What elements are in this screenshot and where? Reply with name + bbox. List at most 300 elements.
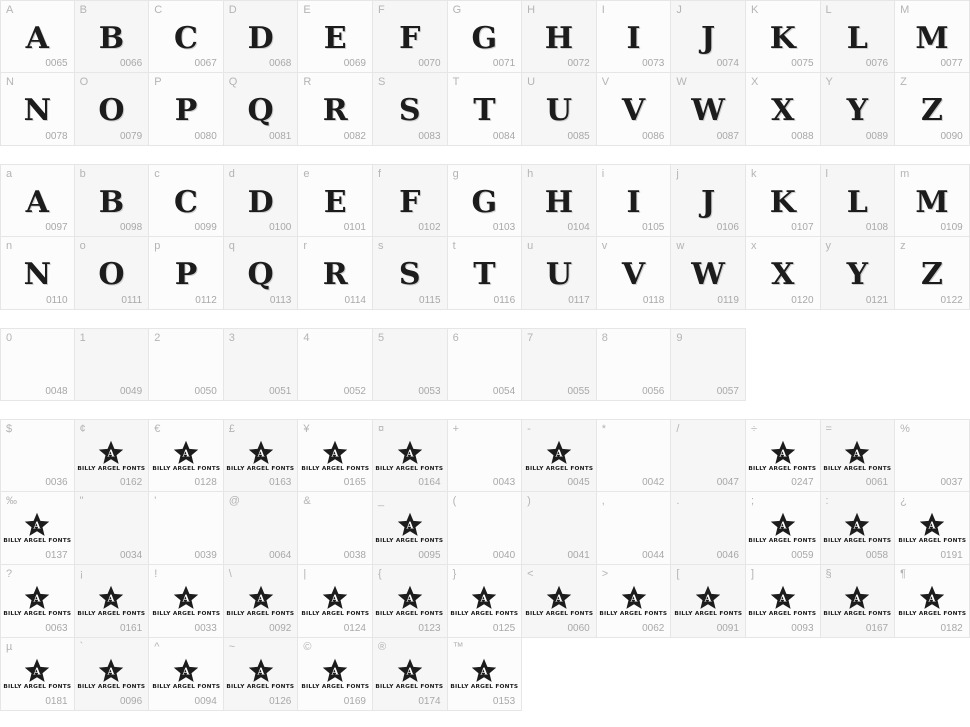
star-icon bbox=[844, 585, 870, 610]
glyph-cell[interactable] bbox=[597, 419, 672, 492]
glyph-cell[interactable] bbox=[448, 638, 523, 711]
glyph-cell[interactable] bbox=[373, 73, 448, 146]
glyph-cell[interactable] bbox=[75, 492, 150, 565]
svg-text:A: A bbox=[555, 449, 563, 460]
svg-text:A: A bbox=[630, 594, 638, 605]
glyph-char-label: ) bbox=[527, 495, 531, 507]
glyph-preview bbox=[821, 89, 895, 133]
glyph-preview bbox=[149, 89, 223, 133]
glyph-char-label: > bbox=[601, 568, 609, 580]
glyph-cell[interactable] bbox=[0, 328, 75, 401]
glyph-char-label: T bbox=[452, 76, 460, 88]
glyph-char-label: 7 bbox=[527, 332, 534, 344]
glyph-cell[interactable] bbox=[746, 565, 821, 638]
glyph-cell[interactable] bbox=[597, 492, 672, 565]
star-logo-glyph bbox=[897, 512, 966, 544]
logo-text: BILLY ARGEL FONTS bbox=[897, 538, 966, 544]
glyph-char-label: A bbox=[6, 4, 14, 16]
group-spacer bbox=[0, 146, 970, 164]
glyph-cell[interactable] bbox=[0, 164, 75, 237]
glyph-char-label: y bbox=[825, 240, 832, 252]
glyph-char-label: 0 bbox=[6, 332, 13, 344]
glyph-code-label: 0096 bbox=[119, 696, 143, 707]
svg-text:A: A bbox=[331, 594, 339, 605]
glyph-cell[interactable] bbox=[298, 492, 373, 565]
glyph-cell[interactable] bbox=[149, 565, 224, 638]
glyph-cell[interactable] bbox=[0, 565, 75, 638]
glyph-cell[interactable] bbox=[448, 419, 523, 492]
glyph-code-label: 0097 bbox=[45, 222, 68, 233]
glyph-cell[interactable] bbox=[746, 164, 821, 237]
glyph-preview bbox=[597, 17, 671, 61]
glyph-letter: Y bbox=[846, 257, 869, 292]
star-icon bbox=[98, 658, 124, 683]
star-logo-glyph bbox=[79, 658, 144, 690]
glyph-cell[interactable] bbox=[671, 328, 746, 401]
glyph-code-label: 0051 bbox=[269, 386, 292, 397]
glyph-cell[interactable] bbox=[821, 419, 896, 492]
glyph-letter: B bbox=[98, 21, 125, 56]
glyph-preview bbox=[224, 89, 298, 133]
glyph-letter: V bbox=[621, 93, 646, 128]
glyph-cell[interactable] bbox=[149, 164, 224, 237]
glyph-letter: Z bbox=[920, 257, 943, 292]
glyph-group-symbols-punctuation bbox=[0, 419, 970, 711]
glyph-code-label: 0174 bbox=[418, 696, 441, 707]
glyph-cell[interactable] bbox=[224, 638, 299, 711]
svg-text:A: A bbox=[107, 667, 115, 678]
glyph-cell[interactable] bbox=[671, 0, 746, 73]
glyph-cell[interactable] bbox=[0, 638, 75, 711]
glyph-cell[interactable] bbox=[224, 237, 299, 310]
glyph-cell[interactable] bbox=[0, 492, 75, 565]
star-icon bbox=[770, 585, 796, 610]
glyph-code-label: 0086 bbox=[642, 131, 665, 142]
glyph-letter: J bbox=[701, 185, 716, 220]
glyph-char-label: % bbox=[900, 423, 910, 435]
glyph-cell[interactable] bbox=[373, 237, 448, 310]
glyph-letter: E bbox=[323, 185, 347, 220]
glyph-code-label: 0106 bbox=[716, 222, 739, 233]
glyph-preview bbox=[298, 89, 372, 133]
logo-text: BILLY ARGEL FONTS bbox=[823, 611, 892, 617]
glyph-code-label: 0103 bbox=[492, 222, 516, 233]
glyph-cell[interactable] bbox=[298, 328, 373, 401]
logo-text: BILLY ARGEL FONTS bbox=[897, 611, 966, 617]
glyph-code-label: 0081 bbox=[269, 131, 292, 142]
glyph-code-label: 0091 bbox=[716, 623, 739, 634]
glyph-preview bbox=[373, 253, 447, 297]
star-logo-glyph bbox=[5, 658, 70, 690]
glyph-letter: X bbox=[771, 257, 795, 292]
star-logo-glyph bbox=[303, 585, 368, 617]
glyph-char-label: © bbox=[303, 641, 312, 653]
glyph-cell[interactable] bbox=[373, 565, 448, 638]
glyph-cell[interactable] bbox=[149, 237, 224, 310]
glyph-cell[interactable] bbox=[75, 73, 150, 146]
glyph-letter: I bbox=[626, 21, 641, 56]
glyph-char-label: : bbox=[825, 495, 829, 507]
glyph-code-label: 0109 bbox=[940, 222, 963, 233]
glyph-preview bbox=[597, 508, 671, 552]
glyph-letter: O bbox=[98, 257, 125, 292]
glyph-letter: T bbox=[473, 257, 496, 292]
glyph-char-label: i bbox=[601, 168, 605, 180]
glyph-cell[interactable] bbox=[373, 164, 448, 237]
glyph-char-label: S bbox=[377, 76, 386, 88]
star-logo-glyph bbox=[228, 440, 293, 472]
star-icon bbox=[770, 440, 796, 465]
glyph-code-label: 0055 bbox=[567, 386, 590, 397]
glyph-letter: D bbox=[247, 185, 274, 220]
glyph-cell[interactable] bbox=[75, 419, 150, 492]
glyph-preview bbox=[75, 253, 149, 297]
glyph-cell[interactable] bbox=[746, 492, 821, 565]
glyph-cell[interactable] bbox=[224, 419, 299, 492]
glyph-preview bbox=[746, 508, 820, 552]
glyph-char-label: E bbox=[303, 4, 311, 16]
star-icon bbox=[844, 512, 870, 537]
glyph-cell[interactable] bbox=[298, 419, 373, 492]
glyph-cell[interactable] bbox=[448, 328, 523, 401]
logo-text: BILLY ARGEL FONTS bbox=[226, 684, 295, 690]
svg-text:A: A bbox=[331, 449, 339, 460]
glyph-cell[interactable] bbox=[0, 237, 75, 310]
glyph-cell[interactable] bbox=[522, 0, 597, 73]
logo-text: BILLY ARGEL FONTS bbox=[748, 466, 817, 472]
glyph-cell[interactable] bbox=[821, 73, 896, 146]
glyph-cell[interactable] bbox=[597, 565, 672, 638]
glyph-preview bbox=[671, 508, 745, 552]
glyph-preview bbox=[75, 508, 149, 552]
glyph-cell[interactable] bbox=[0, 73, 75, 146]
glyph-cell[interactable] bbox=[373, 419, 448, 492]
glyph-char-label: _ bbox=[377, 495, 385, 507]
glyph-cell[interactable] bbox=[746, 237, 821, 310]
glyph-code-label: 0053 bbox=[418, 386, 441, 397]
logo-text: BILLY ARGEL FONTS bbox=[748, 538, 817, 544]
glyph-code-label: 0169 bbox=[343, 696, 366, 707]
glyph-cell[interactable] bbox=[224, 565, 299, 638]
logo-text: BILLY ARGEL FONTS bbox=[375, 538, 444, 544]
glyph-cell[interactable] bbox=[298, 565, 373, 638]
glyph-cell[interactable] bbox=[298, 73, 373, 146]
glyph-code-label: 0087 bbox=[716, 131, 739, 142]
glyph-cell[interactable] bbox=[821, 0, 896, 73]
glyph-cell[interactable] bbox=[895, 0, 970, 73]
svg-text:A: A bbox=[853, 449, 861, 460]
glyph-cell[interactable] bbox=[522, 237, 597, 310]
glyph-cell[interactable] bbox=[149, 492, 224, 565]
glyph-char-label: Q bbox=[228, 76, 238, 88]
glyph-preview bbox=[671, 345, 745, 389]
glyph-code-label: 0105 bbox=[642, 222, 665, 233]
glyph-cell[interactable] bbox=[298, 237, 373, 310]
glyph-preview bbox=[224, 436, 298, 480]
glyph-cell[interactable] bbox=[149, 419, 224, 492]
glyph-cell[interactable] bbox=[75, 0, 150, 73]
glyph-letter: M bbox=[915, 21, 949, 56]
glyph-code-label: 0069 bbox=[343, 58, 366, 69]
glyph-cell[interactable] bbox=[0, 0, 75, 73]
glyph-preview bbox=[149, 508, 223, 552]
glyph-letter: B bbox=[98, 185, 125, 220]
glyph-letter: Y bbox=[846, 93, 869, 128]
glyph-char-label: ¤ bbox=[377, 423, 385, 435]
glyph-preview bbox=[1, 436, 74, 480]
glyph-char-label: m bbox=[900, 168, 910, 180]
glyph-cell[interactable] bbox=[671, 73, 746, 146]
star-logo-glyph bbox=[601, 585, 666, 617]
glyph-code-label: 0099 bbox=[194, 222, 217, 233]
glyph-char-label: a bbox=[6, 168, 13, 180]
star-logo-glyph bbox=[5, 512, 70, 544]
glyph-preview bbox=[149, 253, 223, 297]
glyph-cell[interactable] bbox=[597, 328, 672, 401]
glyph-code-label: 0108 bbox=[865, 222, 889, 233]
star-icon bbox=[397, 658, 423, 683]
glyph-preview bbox=[746, 581, 820, 625]
glyph-cell[interactable] bbox=[149, 328, 224, 401]
glyph-preview bbox=[298, 181, 372, 225]
glyph-char-label: { bbox=[377, 568, 382, 580]
glyph-cell[interactable] bbox=[522, 328, 597, 401]
glyph-cell[interactable] bbox=[821, 164, 896, 237]
logo-text: BILLY ARGEL FONTS bbox=[823, 466, 892, 472]
glyph-cell[interactable] bbox=[522, 419, 597, 492]
svg-text:A: A bbox=[182, 449, 190, 460]
star-logo-glyph bbox=[527, 585, 592, 617]
glyph-cell[interactable] bbox=[597, 73, 672, 146]
glyph-preview bbox=[522, 436, 596, 480]
svg-text:A: A bbox=[182, 667, 190, 678]
glyph-cell[interactable] bbox=[671, 164, 746, 237]
glyph-char-label: h bbox=[527, 168, 534, 180]
glyph-cell[interactable] bbox=[895, 419, 970, 492]
svg-text:A: A bbox=[853, 521, 861, 532]
glyph-char-label: 5 bbox=[377, 332, 385, 344]
svg-text:A: A bbox=[779, 449, 787, 460]
glyph-code-label: 0117 bbox=[568, 295, 590, 306]
glyph-preview bbox=[597, 89, 671, 133]
glyph-cell[interactable] bbox=[448, 0, 523, 73]
glyph-cell[interactable] bbox=[746, 73, 821, 146]
glyph-char-label: I bbox=[601, 4, 605, 16]
glyph-preview bbox=[75, 17, 149, 61]
glyph-preview bbox=[224, 345, 298, 389]
glyph-char-label: 8 bbox=[601, 332, 608, 344]
star-icon bbox=[98, 440, 124, 465]
svg-text:A: A bbox=[779, 594, 787, 605]
glyph-preview bbox=[448, 345, 522, 389]
glyph-row bbox=[0, 164, 970, 237]
glyph-code-label: 0036 bbox=[45, 477, 68, 488]
glyph-preview bbox=[671, 581, 745, 625]
glyph-letter: M bbox=[915, 185, 949, 220]
glyph-cell[interactable] bbox=[0, 419, 75, 492]
glyph-preview bbox=[224, 17, 298, 61]
glyph-code-label: 0063 bbox=[45, 623, 68, 634]
glyph-code-label: 0182 bbox=[940, 623, 963, 634]
glyph-char-label: ~ bbox=[228, 641, 236, 653]
glyph-code-label: 0068 bbox=[269, 58, 292, 69]
star-icon bbox=[546, 440, 572, 465]
glyph-code-label: 0074 bbox=[716, 58, 739, 69]
glyph-preview bbox=[522, 89, 596, 133]
svg-text:A: A bbox=[257, 594, 265, 605]
glyph-preview bbox=[671, 181, 745, 225]
glyph-letter: H bbox=[544, 21, 574, 56]
glyph-cell[interactable] bbox=[895, 492, 970, 565]
glyph-cell[interactable] bbox=[671, 492, 746, 565]
glyph-cell[interactable] bbox=[75, 164, 150, 237]
glyph-letter: P bbox=[174, 93, 198, 128]
glyph-code-label: 0110 bbox=[46, 295, 68, 306]
glyph-cell[interactable] bbox=[821, 492, 896, 565]
glyph-cell[interactable] bbox=[373, 492, 448, 565]
glyph-cell[interactable] bbox=[448, 565, 523, 638]
star-logo-glyph bbox=[750, 585, 815, 617]
glyph-cell[interactable] bbox=[671, 237, 746, 310]
glyph-cell[interactable] bbox=[448, 73, 523, 146]
glyph-cell[interactable] bbox=[597, 164, 672, 237]
glyph-cell[interactable] bbox=[522, 492, 597, 565]
glyph-code-label: 0125 bbox=[492, 623, 516, 634]
glyph-preview bbox=[149, 436, 223, 480]
glyph-cell[interactable] bbox=[597, 0, 672, 73]
glyph-letter: C bbox=[174, 185, 198, 220]
glyph-cell[interactable] bbox=[895, 237, 970, 310]
glyph-code-label: 0092 bbox=[269, 623, 292, 634]
glyph-cell[interactable] bbox=[75, 638, 150, 711]
glyph-cell[interactable] bbox=[224, 164, 299, 237]
glyph-cell[interactable] bbox=[448, 492, 523, 565]
glyph-preview bbox=[895, 508, 969, 552]
star-logo-glyph bbox=[154, 658, 219, 690]
glyph-char-label: " bbox=[79, 495, 84, 507]
glyph-preview bbox=[746, 17, 820, 61]
glyph-cell[interactable] bbox=[224, 0, 299, 73]
star-logo-glyph bbox=[5, 585, 70, 617]
logo-text: BILLY ARGEL FONTS bbox=[748, 611, 817, 617]
glyph-char-label: g bbox=[452, 168, 459, 180]
star-logo-glyph bbox=[452, 658, 517, 690]
glyph-preview bbox=[522, 17, 596, 61]
glyph-cell[interactable] bbox=[821, 237, 896, 310]
glyph-cell[interactable] bbox=[895, 164, 970, 237]
star-icon bbox=[919, 585, 945, 610]
glyph-letter: A bbox=[25, 21, 49, 56]
star-icon bbox=[397, 585, 423, 610]
glyph-cell[interactable] bbox=[298, 638, 373, 711]
glyph-char-label: ] bbox=[750, 568, 754, 580]
glyph-cell[interactable] bbox=[373, 328, 448, 401]
glyph-cell[interactable] bbox=[149, 638, 224, 711]
glyph-code-label: 0107 bbox=[791, 222, 814, 233]
glyph-cell[interactable] bbox=[149, 0, 224, 73]
glyph-cell[interactable] bbox=[75, 328, 150, 401]
glyph-code-label: 0039 bbox=[194, 550, 217, 561]
glyph-code-label: 0116 bbox=[493, 295, 516, 306]
glyph-char-label: c bbox=[154, 168, 160, 180]
glyph-cell[interactable] bbox=[522, 73, 597, 146]
glyph-cell[interactable] bbox=[149, 73, 224, 146]
glyph-cell[interactable] bbox=[671, 419, 746, 492]
svg-text:A: A bbox=[33, 667, 41, 678]
glyph-preview bbox=[522, 181, 596, 225]
star-icon bbox=[98, 585, 124, 610]
glyph-char-label: n bbox=[6, 240, 13, 252]
glyph-cell[interactable] bbox=[522, 164, 597, 237]
glyph-cell[interactable] bbox=[75, 237, 150, 310]
glyph-preview bbox=[75, 89, 149, 133]
glyph-cell[interactable] bbox=[224, 73, 299, 146]
glyph-letter: G bbox=[471, 21, 498, 56]
glyph-preview bbox=[597, 581, 671, 625]
glyph-code-label: 0113 bbox=[269, 295, 292, 306]
glyph-cell[interactable] bbox=[746, 0, 821, 73]
glyph-preview bbox=[298, 508, 372, 552]
glyph-char-label: O bbox=[79, 76, 89, 88]
glyph-code-label: 0061 bbox=[865, 477, 889, 488]
logo-text: BILLY ARGEL FONTS bbox=[152, 466, 220, 472]
glyph-code-label: 0057 bbox=[716, 386, 739, 397]
glyph-letter: C bbox=[174, 21, 198, 56]
star-logo-glyph bbox=[897, 585, 966, 617]
glyph-code-label: 0040 bbox=[492, 550, 516, 561]
glyph-row bbox=[0, 419, 970, 492]
star-logo-glyph bbox=[79, 585, 144, 617]
glyph-letter: E bbox=[323, 21, 347, 56]
star-icon bbox=[248, 585, 274, 610]
glyph-cell[interactable] bbox=[895, 73, 970, 146]
glyph-cell[interactable] bbox=[75, 565, 150, 638]
glyph-cell[interactable] bbox=[298, 0, 373, 73]
glyph-code-label: 0034 bbox=[119, 550, 143, 561]
star-logo-glyph bbox=[676, 585, 741, 617]
glyph-char-label: ¿ bbox=[900, 495, 907, 507]
glyph-cell[interactable] bbox=[895, 565, 970, 638]
glyph-cell[interactable] bbox=[224, 492, 299, 565]
glyph-preview bbox=[298, 436, 372, 480]
glyph-char-label: t bbox=[452, 240, 456, 252]
glyph-cell[interactable] bbox=[821, 565, 896, 638]
svg-text:A: A bbox=[257, 449, 265, 460]
glyph-cell[interactable] bbox=[448, 164, 523, 237]
glyph-cell[interactable] bbox=[746, 419, 821, 492]
glyph-cell[interactable] bbox=[671, 565, 746, 638]
glyph-cell[interactable] bbox=[224, 328, 299, 401]
glyph-code-label: 0128 bbox=[194, 477, 217, 488]
glyph-cell[interactable] bbox=[373, 638, 448, 711]
glyph-preview bbox=[448, 508, 522, 552]
glyph-letter: Z bbox=[920, 93, 943, 128]
glyph-code-label: 0064 bbox=[269, 550, 292, 561]
glyph-cell[interactable] bbox=[522, 565, 597, 638]
svg-text:A: A bbox=[107, 594, 115, 605]
star-icon bbox=[248, 658, 274, 683]
glyph-cell[interactable] bbox=[373, 0, 448, 73]
glyph-cell[interactable] bbox=[298, 164, 373, 237]
glyph-preview bbox=[149, 17, 223, 61]
glyph-preview bbox=[298, 345, 372, 389]
star-logo-glyph bbox=[377, 440, 442, 472]
glyph-char-label: $ bbox=[6, 423, 13, 435]
glyph-cell[interactable] bbox=[448, 237, 523, 310]
glyph-char-label: q bbox=[228, 240, 235, 252]
glyph-cell[interactable] bbox=[597, 237, 672, 310]
glyph-code-label: 0066 bbox=[119, 58, 143, 69]
